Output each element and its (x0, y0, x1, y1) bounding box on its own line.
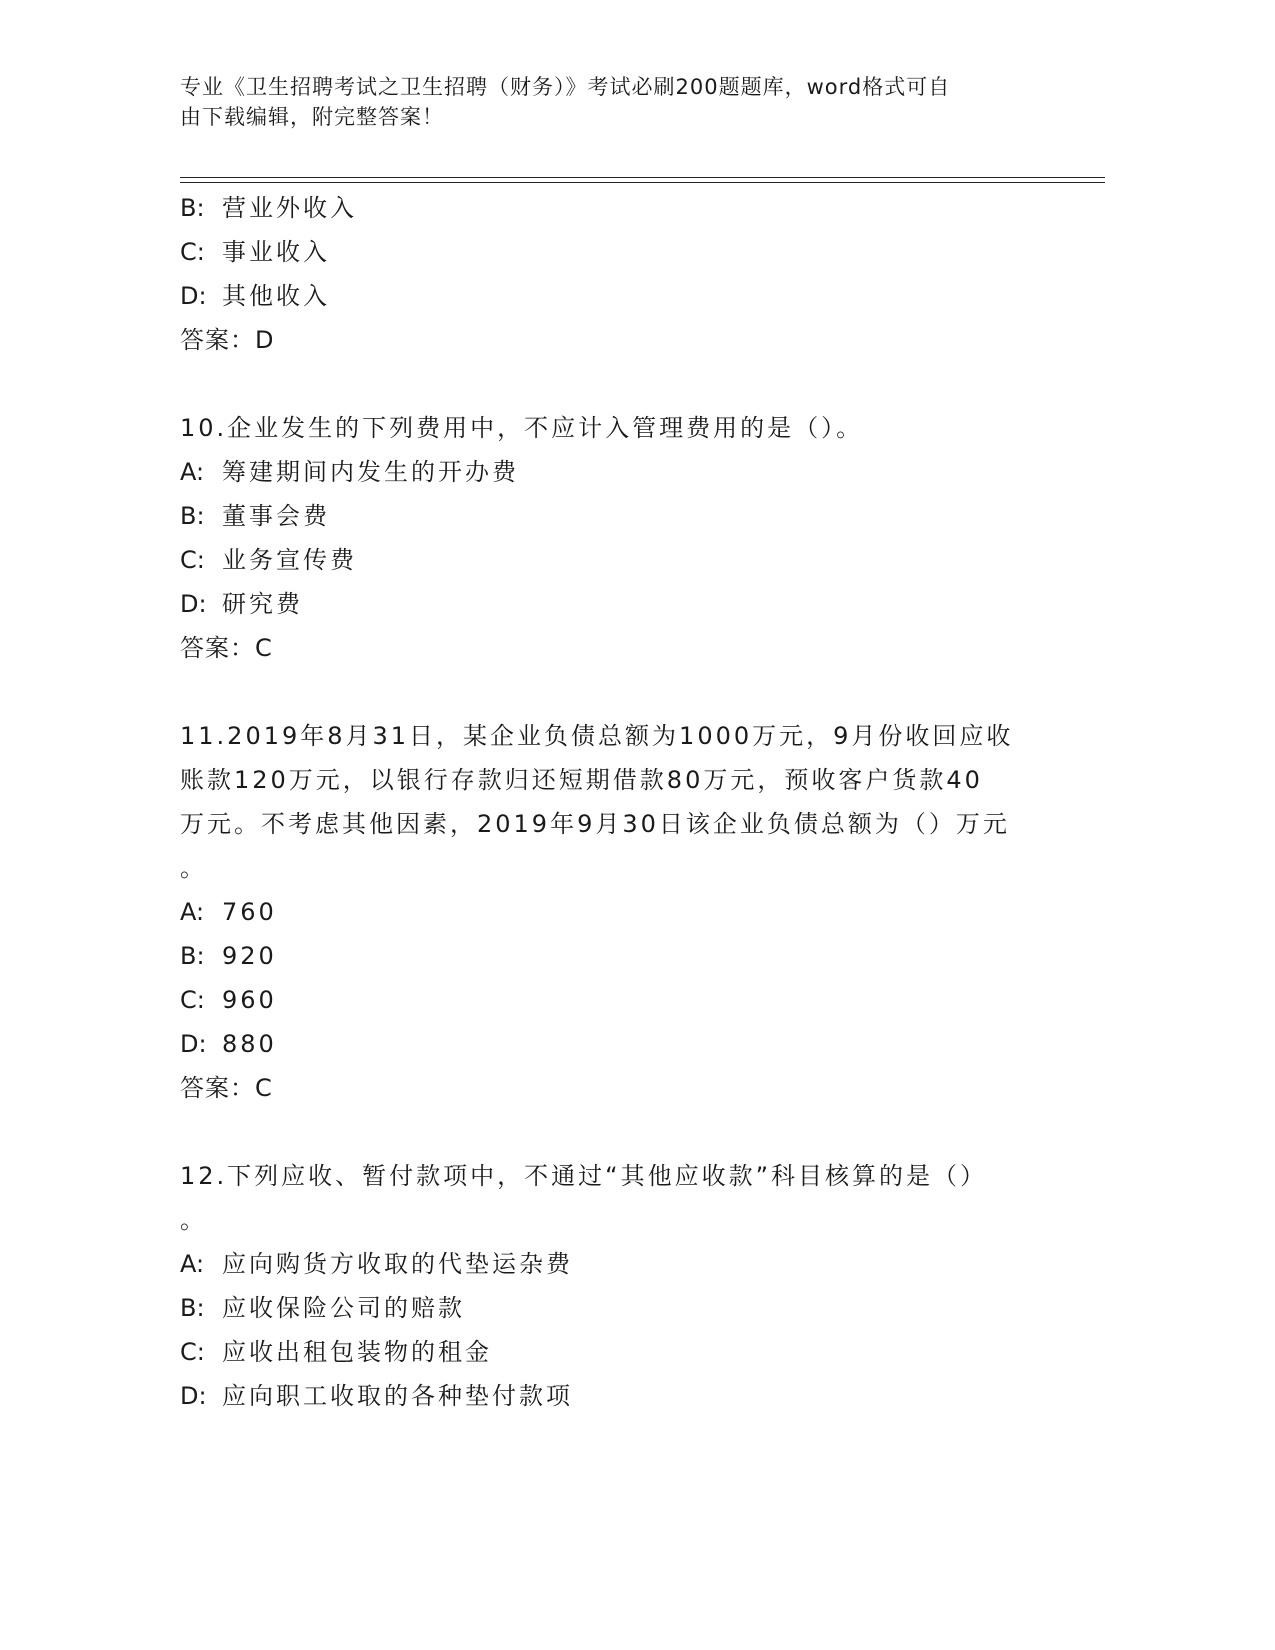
option-b: B: 920 (180, 942, 277, 970)
header-divider (180, 177, 1105, 183)
header-line-2: 由下载编辑，附完整答案！ (180, 105, 444, 129)
option-b: B: 应收保险公司的赔款 (180, 1294, 465, 1322)
answer: 答案：D (180, 326, 275, 354)
question-12 (180, 1154, 1060, 1418)
option-b: B: 营业外收入 (180, 194, 357, 222)
question-11 (180, 714, 1060, 1110)
option-c: C: 业务宣传费 (180, 546, 357, 574)
option-c: C: 事业收入 (180, 238, 330, 266)
question-stem-line: 万元。不考虑其他因素，2019年9月30日该企业负债总额为（）万元 (180, 810, 1010, 838)
option-d: D: 880 (180, 1030, 277, 1058)
option-c: C: 960 (180, 986, 277, 1014)
answer: 答案：C (180, 634, 273, 662)
option-c: C: 应收出租包装物的租金 (180, 1338, 492, 1366)
option-d: D: 应向职工收取的各种垫付款项 (180, 1382, 573, 1410)
header-line-1: 专业《卫生招聘考试之卫生招聘（财务）》考试必刷200题题库，word格式可自 (180, 75, 951, 99)
question-stem-line: 11.2019年8月31日，某企业负债总额为1000万元，9月份收回应收 (180, 722, 1014, 750)
option-a: A: 760 (180, 898, 277, 926)
question-stem-line: 。 (180, 854, 207, 882)
question-9 (180, 186, 1060, 362)
document-header (180, 72, 1060, 132)
answer: 答案：C (180, 1074, 273, 1102)
option-d: D: 研究费 (180, 590, 303, 618)
option-a: A: 应向购货方收取的代垫运杂费 (180, 1250, 573, 1278)
question-stem-line: 。 (180, 1206, 207, 1234)
option-b: B: 董事会费 (180, 502, 330, 530)
question-stem-line: 账款120万元，以银行存款归还短期借款80万元，预收客户货款40 (180, 766, 983, 794)
question-content (180, 186, 1060, 1418)
question-10 (180, 406, 1060, 670)
question-stem-line: 12.下列应收、暂付款项中，不通过“其他应收款”科目核算的是（） (180, 1162, 988, 1190)
option-d: D: 其他收入 (180, 282, 330, 310)
question-stem: 10.企业发生的下列费用中，不应计入管理费用的是（）。 (180, 414, 864, 442)
option-a: A: 筹建期间内发生的开办费 (180, 458, 519, 486)
